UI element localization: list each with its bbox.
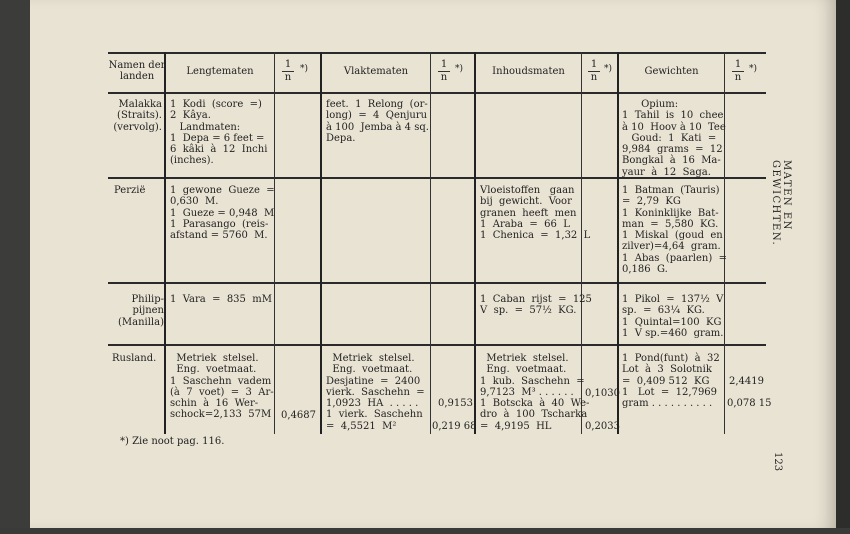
- header-fraction: [728, 60, 748, 83]
- row-content: Metriek stelsel. Eng. voetmaat. 1 kub. Saschehn = 9,7123 M³ . . . . . . 1 Botscka à 40 We- dro à 100 Tscharka = 4,9195 HL: [480, 353, 590, 432]
- col-divider: [617, 52, 619, 434]
- row-area: feet. 1 Relong (or- long) = 4 Qenjuru à 100 Jemba à 4 sq. Depa.: [326, 99, 429, 144]
- row-content-n2: 0,2033: [585, 421, 620, 432]
- row-weight-n1: 2,4419: [729, 376, 764, 387]
- row-country: Perzië: [114, 185, 146, 196]
- header-length: Lengtematen: [186, 66, 254, 77]
- row-country: Philip- pijnen (Manilla): [117, 294, 164, 328]
- fraction-numerator: 1: [734, 59, 742, 70]
- header-bottom-rule: [108, 92, 766, 94]
- row-weight: Opium: 1 Tahil is 10 chee à 10 Hoov à 10 Tee Goud: 1 Kati = 9,984 grams = 12 Bongkal à 16 Ma- yaur à 12 Saga.: [622, 99, 726, 178]
- col-divider: [430, 52, 431, 434]
- row-rule-3: [108, 344, 766, 346]
- scan-right-edge: [836, 0, 850, 534]
- row-length-n: 0,4687: [281, 410, 316, 421]
- footnote-marker: *): [749, 64, 758, 74]
- fraction-numerator: 1: [590, 59, 598, 70]
- col-divider: [474, 52, 476, 434]
- row-area-n1: 0,9153: [438, 398, 473, 409]
- header-area: Vlaktematen: [343, 66, 409, 77]
- scan-bottom-edge: [0, 528, 850, 534]
- header-fraction: [584, 60, 604, 83]
- footnote-marker: *): [300, 64, 309, 74]
- fraction-numerator: 1: [284, 59, 292, 70]
- row-weight: 1 Pikol = 137½ V sp. = 63¼ KG. 1 Quintal=100 KG 1 V sp.=460 gram.: [622, 294, 724, 339]
- col-divider: [274, 52, 275, 434]
- row-content: Vloeistoffen gaan bij gewicht. Voor granen heeft men 1 Araba = 66 L 1 Chenica = 1,32 L: [480, 185, 591, 242]
- fraction-denominator: n: [440, 72, 448, 83]
- row-weight-n2: 0,078 15: [727, 398, 772, 409]
- running-title: MATEN EN GEWICHTEN.: [770, 160, 792, 247]
- header-content: Inhoudsmaten: [492, 66, 565, 77]
- page-number: 123: [772, 452, 783, 472]
- scan-left-edge: [0, 0, 30, 534]
- row-country: Rusland.: [112, 353, 157, 364]
- col-divider: [320, 52, 322, 434]
- header-country: Namen der landen: [108, 60, 166, 82]
- col-divider: [164, 52, 166, 434]
- footnote-marker: *): [604, 64, 613, 74]
- row-length: Metriek stelsel. Eng. voetmaat. 1 Saschehn vadem (à 7 voet) = 3 Ar- schin à 16 Wer- schock=2,133 57M: [170, 353, 274, 421]
- fraction-numerator: 1: [440, 59, 448, 70]
- row-content: 1 Caban rijst = 125 V sp. = 57½ KG.: [480, 294, 592, 317]
- header-weight: Gewichten: [644, 66, 699, 77]
- row-weight: 1 Batman (Tauris) = 2,79 KG 1 Koninklijke Bat- man = 5,580 KG. 1 Miskal (goud en zilver)=4,64 gram. 1 Abas (paarlen) = 0,186 G.: [622, 185, 727, 276]
- row-content-n1: 0,1030: [585, 388, 620, 399]
- fraction-denominator: n: [590, 72, 598, 83]
- footnote: *) Zie noot pag. 116.: [120, 436, 225, 447]
- table-top-rule: [108, 52, 766, 54]
- row-length: 1 Kodi (score =) 2 Kâya. Landmaten: 1 Depa = 6 feet = 6 kâki à 12 Inchi (inches).: [170, 99, 268, 167]
- header-fraction: [434, 60, 454, 83]
- footnote-marker: *): [455, 64, 464, 74]
- row-area-n2: 0,219 68: [432, 421, 477, 432]
- row-area: Metriek stelsel. Eng. voetmaat. Desjatine = 2400 vierk. Saschehn = 1,0923 HA . . . . . 1 vierk. Saschehn = 4,5521 M²: [326, 353, 425, 432]
- row-length: 1 gewone Gueze = 0,630 M. 1 Gueze = 0,948 M 1 Parasango (reis- afstand = 5760 M.: [170, 185, 275, 242]
- fraction-denominator: n: [284, 72, 292, 83]
- row-country: Malakka (Straits). (vervolg).: [113, 99, 162, 133]
- header-fraction: [278, 60, 298, 83]
- row-rule-2: [108, 282, 766, 284]
- fraction-denominator: n: [734, 72, 742, 83]
- row-length: 1 Vara = 835 mM: [170, 294, 272, 305]
- row-weight: 1 Pond(funt) à 32 Lot à 3 Solotnik = 0,409 512 KG 1 Lot = 12,7969 gram . . . . . . . . . .: [622, 353, 720, 410]
